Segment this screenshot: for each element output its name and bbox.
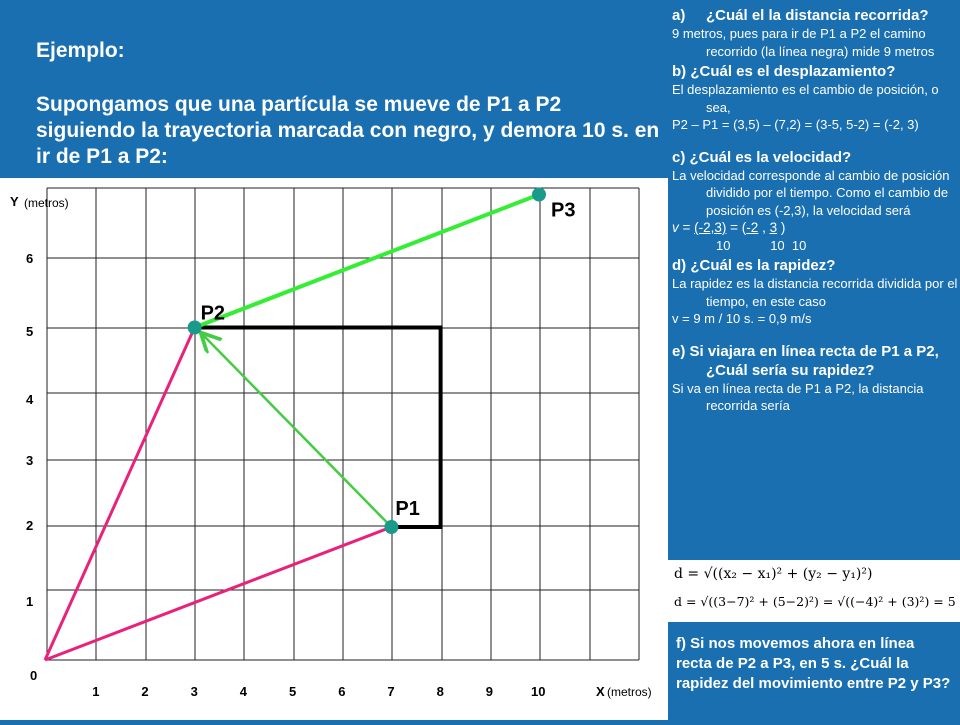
velocity-eq: = ( [726,220,747,235]
x-axis-unit: (metros) [607,685,652,699]
velocity-equation: v = (-2,3) = (-2 , 3 ) [672,220,786,235]
x-tick-label: 5 [289,684,297,699]
grid [47,188,639,660]
velocity-symbol: v [672,220,679,235]
velocity-denominators: 10 10 10 [716,237,807,253]
answer-d: La rapidez es la distancia recorrida dividida por el tiempo, en este caso [672,276,958,309]
y-tick-label: 2 [26,518,34,533]
displacement-arrow [201,333,392,528]
y-axis-label: Y [10,194,19,209]
y-tick-label: 4 [26,392,34,407]
y-tick-label: 5 [26,324,34,339]
x-tick-label: 6 [338,684,346,699]
points [188,188,576,535]
x-tick-label: 8 [436,684,444,699]
x-tick-label: 2 [141,684,149,699]
x-axis-label: X [596,684,605,699]
slide-body: Supongamos que una partícula se mueve de P1 a P2 siguiendo la trayectoria marcada con negro, y demora 10 s. en ir de P1 a P2: [36,93,660,168]
velocity-num3: 3 [769,220,778,235]
graph-area [0,178,668,720]
x-tick-label: 1 [92,684,100,699]
point-label: P3 [551,199,576,222]
point-label: P1 [395,498,420,520]
point-marker [532,188,546,202]
question-b: b) ¿Cuál es el desplazamiento? [672,63,896,80]
x-tick-label: 10 [531,684,546,699]
velocity-num2: -2 [746,220,759,235]
y-tick-label: 1 [26,594,34,609]
answer-c: La velocidad corresponde al cambio de posición dividido por el tiempo. Como el cambio de posición es (-2,3), la velocidad será [672,167,950,218]
formula-line-1: d = √((x₂ − x₁)² + (y₂ − y₁)²) [674,566,873,582]
slide-title: Ejemplo: [36,39,125,62]
y-tick-label: 3 [26,453,34,468]
tick-labels [26,251,545,699]
x-tick-label: 4 [239,684,248,699]
velocity-end: ) [777,220,786,235]
speed-equation: v = 9 m / 10 s. = 0,9 m/s [672,311,812,326]
y-tick-label: 6 [26,251,34,266]
x-tick-label: 0 [30,668,38,683]
question-d: d) ¿Cuál es la rapidez? [672,257,836,274]
slide-header [36,38,666,198]
distance-formula [668,560,960,622]
question-f: f) Si nos movemos ahora en línea recta de P2 a P3, en 5 s. ¿Cuál la rapidez del movimiento entre P2 y P3? [668,622,960,720]
question-c: c) ¿Cuál es la velocidad? [672,148,852,166]
answer-panel [668,0,960,560]
question-e: e) Si viajara en línea recta de P1 a P2, ¿Cuál sería su rapidez? [672,342,939,379]
question-a-label: a) [672,7,686,24]
answer-b-1: El desplazamiento es el cambio de posición, o sea, [672,82,939,115]
x-tick-label: 3 [190,684,198,699]
answer-b-2: P2 – P1 = (3,5) – (7,2) = (3-5, 5-2) = (-2, 3) [672,117,919,132]
answer-a: 9 metros, pues para ir de P1 a P2 el camino recorrido (la línea negra) mide 9 metros [672,26,935,59]
formula-line-2: d = √((3−7)² + (5−2)²) = √((−4)² + (3)²) = 5 [674,594,956,609]
graph-svg [0,178,668,720]
green-line-p2-p3 [195,195,539,328]
answer-e: Si va en línea recta de P1 a P2, la distancia recorrida sería [672,380,924,413]
y-axis-unit: (metros) [24,196,69,210]
velocity-num1: (-2,3) [694,220,727,235]
question-a [672,6,960,25]
point-label: P2 [200,302,226,325]
x-tick-label: 7 [387,684,395,699]
x-tick-label: 9 [485,684,494,699]
question-a-title: ¿Cuál el la distancia recorrida? [706,7,929,24]
velocity-sep: , [758,220,770,235]
point-marker [188,321,202,335]
point-marker [384,520,398,534]
